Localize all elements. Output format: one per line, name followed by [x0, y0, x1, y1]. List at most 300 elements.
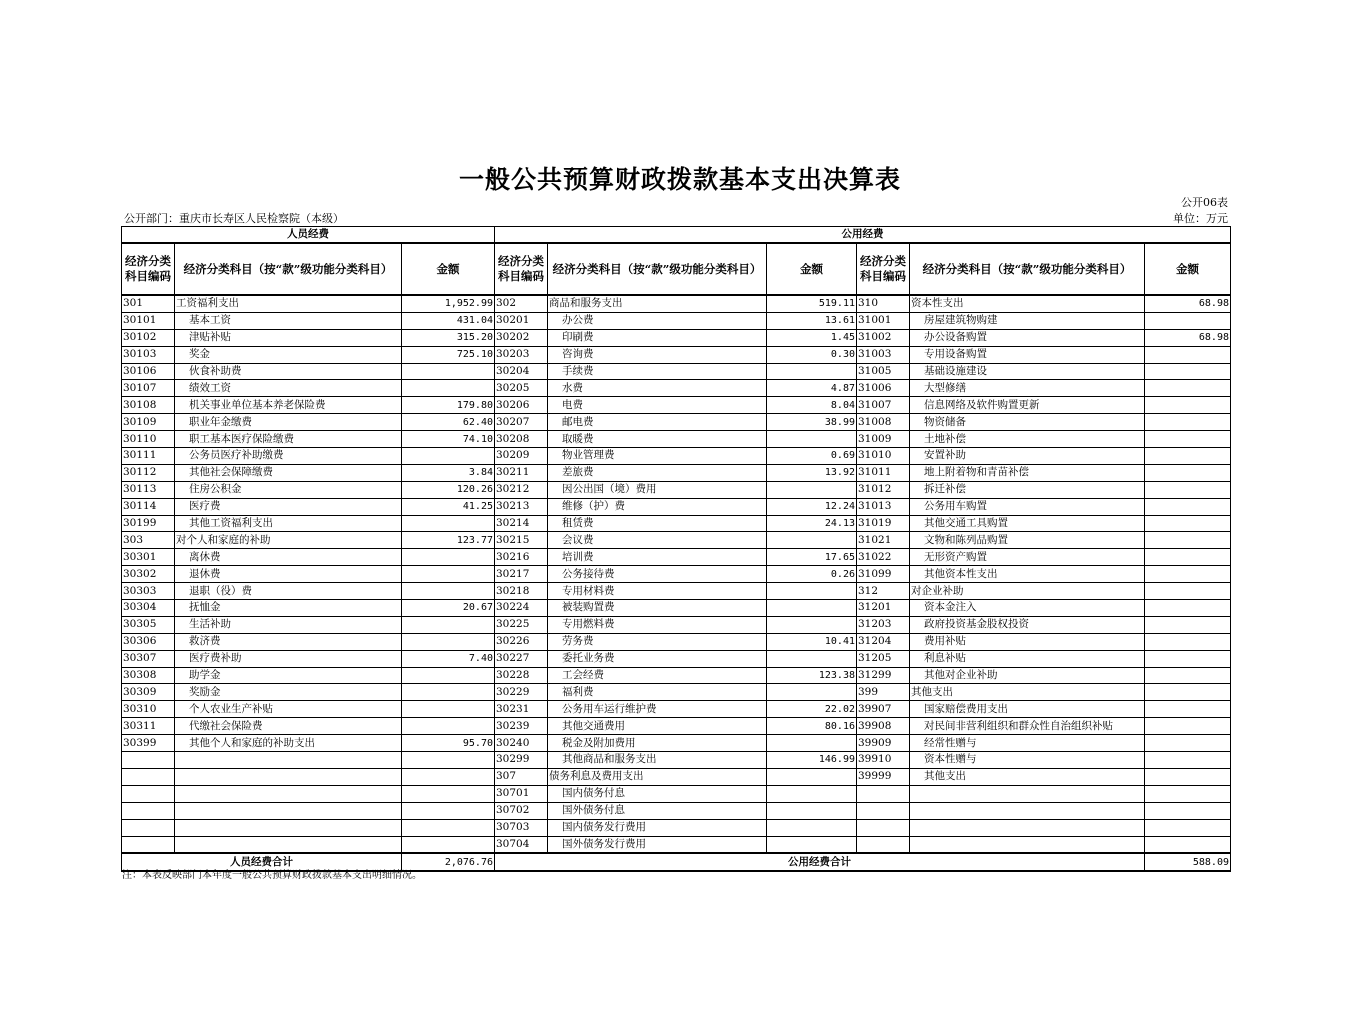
amount-cell	[402, 515, 495, 532]
code-cell: 30201	[495, 312, 548, 329]
code-cell	[122, 802, 175, 819]
code-cell: 30301	[122, 549, 175, 566]
header-amount: 金额	[767, 243, 857, 295]
amount-cell: 20.67	[402, 600, 495, 617]
code-cell: 302	[495, 295, 548, 312]
item-name-cell: 办公设备购置	[910, 329, 1145, 346]
personnel-total-amount: 2,076.76	[402, 853, 495, 871]
item-name-cell: 个人农业生产补贴	[175, 701, 402, 718]
item-name-cell: 水费	[548, 380, 767, 397]
code-cell: 39907	[857, 701, 910, 718]
amount-cell: 315.20	[402, 329, 495, 346]
code-cell: 30239	[495, 718, 548, 735]
code-cell	[857, 836, 910, 853]
code-cell: 30212	[495, 481, 548, 498]
amount-cell	[1145, 481, 1231, 498]
code-cell: 310	[857, 295, 910, 312]
code-cell: 31006	[857, 380, 910, 397]
amount-cell: 3.84	[402, 464, 495, 481]
code-cell: 31011	[857, 464, 910, 481]
item-name-cell: 会议费	[548, 532, 767, 549]
item-name-cell: 国外债务发行费用	[548, 836, 767, 853]
code-cell: 30110	[122, 431, 175, 448]
amount-cell	[1145, 667, 1231, 684]
form-number: 公开06表	[1181, 196, 1228, 209]
code-cell: 30231	[495, 701, 548, 718]
item-name-cell	[910, 785, 1145, 802]
item-name-cell: 奖励金	[175, 684, 402, 701]
amount-cell	[402, 701, 495, 718]
item-name-cell: 国内债务付息	[548, 785, 767, 802]
code-cell: 30240	[495, 735, 548, 752]
code-cell: 30113	[122, 481, 175, 498]
code-cell: 30206	[495, 397, 548, 414]
table-row	[122, 802, 1231, 819]
amount-cell	[767, 583, 857, 600]
department-label: 公开部门：重庆市长寿区人民检察院（本级）	[124, 212, 344, 225]
code-cell: 30108	[122, 397, 175, 414]
table-row	[122, 431, 1231, 448]
header-code: 经济分类科目编码	[122, 243, 175, 295]
item-name-cell	[910, 836, 1145, 853]
amount-cell: 80.16	[767, 718, 857, 735]
code-cell: 30704	[495, 836, 548, 853]
item-name-cell: 住房公积金	[175, 481, 402, 498]
item-name-cell: 其他资本性支出	[910, 566, 1145, 583]
amount-cell: 68.98	[1145, 295, 1231, 312]
item-name-cell: 税金及附加费用	[548, 735, 767, 752]
table-row	[122, 768, 1231, 785]
amount-cell	[1145, 802, 1231, 819]
code-cell: 31008	[857, 414, 910, 431]
code-cell: 30209	[495, 448, 548, 465]
table-row	[122, 600, 1231, 617]
amount-cell: 38.99	[767, 414, 857, 431]
code-cell: 30214	[495, 515, 548, 532]
item-name-cell: 助学金	[175, 667, 402, 684]
amount-cell	[402, 718, 495, 735]
item-name-cell: 房屋建筑物购建	[910, 312, 1145, 329]
item-name-cell: 经常性赠与	[910, 735, 1145, 752]
section-personnel: 人员经费	[122, 227, 495, 244]
code-cell: 30218	[495, 583, 548, 600]
code-cell: 30208	[495, 431, 548, 448]
table-row	[122, 464, 1231, 481]
amount-cell	[402, 549, 495, 566]
code-cell	[122, 785, 175, 802]
table-row	[122, 448, 1231, 465]
table-row	[122, 515, 1231, 532]
item-name-cell: 邮电费	[548, 414, 767, 431]
item-name-cell: 专用设备购置	[910, 346, 1145, 363]
code-cell: 30399	[122, 735, 175, 752]
amount-cell	[1145, 701, 1231, 718]
amount-cell: 13.92	[767, 464, 857, 481]
code-cell: 312	[857, 583, 910, 600]
code-cell: 30211	[495, 464, 548, 481]
item-name-cell: 代缴社会保险费	[175, 718, 402, 735]
item-name-cell: 手续费	[548, 363, 767, 380]
amount-cell	[1145, 650, 1231, 667]
item-name-cell: 专用材料费	[548, 583, 767, 600]
item-name-cell: 利息补贴	[910, 650, 1145, 667]
amount-cell: 0.69	[767, 448, 857, 465]
header-name: 经济分类科目（按“款”级功能分类科目）	[548, 243, 767, 295]
amount-cell: 123.38	[767, 667, 857, 684]
table-row	[122, 295, 1231, 312]
amount-cell	[1145, 819, 1231, 836]
amount-cell	[1145, 600, 1231, 617]
amount-cell	[1145, 616, 1231, 633]
item-name-cell: 其他商品和服务支出	[548, 752, 767, 769]
amount-cell	[402, 836, 495, 853]
code-cell: 31003	[857, 346, 910, 363]
code-cell: 30106	[122, 363, 175, 380]
item-name-cell: 其他支出	[910, 768, 1145, 785]
item-name-cell: 生活补助	[175, 616, 402, 633]
amount-cell	[767, 785, 857, 802]
item-name-cell: 对企业补助	[910, 583, 1145, 600]
table-row	[122, 650, 1231, 667]
item-name-cell: 公务用车购置	[910, 498, 1145, 515]
amount-cell	[767, 650, 857, 667]
code-cell: 30226	[495, 633, 548, 650]
code-cell: 39910	[857, 752, 910, 769]
code-cell: 31009	[857, 431, 910, 448]
amount-cell	[1145, 363, 1231, 380]
item-name-cell: 咨询费	[548, 346, 767, 363]
amount-cell	[767, 363, 857, 380]
table-row	[122, 346, 1231, 363]
section-header-row	[122, 227, 1231, 244]
code-cell: 30207	[495, 414, 548, 431]
item-name-cell: 其他社会保障缴费	[175, 464, 402, 481]
code-cell: 31010	[857, 448, 910, 465]
amount-cell: 74.10	[402, 431, 495, 448]
code-cell: 30703	[495, 819, 548, 836]
table-row	[122, 532, 1231, 549]
code-cell: 30215	[495, 532, 548, 549]
amount-cell	[767, 684, 857, 701]
header-code: 经济分类科目编码	[857, 243, 910, 295]
amount-cell	[1145, 836, 1231, 853]
personnel-total-label: 人员经费合计	[122, 853, 402, 871]
amount-cell	[402, 566, 495, 583]
item-name-cell: 医疗费补助	[175, 650, 402, 667]
table-row	[122, 414, 1231, 431]
amount-cell	[1145, 515, 1231, 532]
code-cell: 30101	[122, 312, 175, 329]
item-name-cell: 专用燃料费	[548, 616, 767, 633]
code-cell: 30213	[495, 498, 548, 515]
code-cell: 39908	[857, 718, 910, 735]
item-name-cell: 职业年金缴费	[175, 414, 402, 431]
amount-cell	[1145, 380, 1231, 397]
code-cell: 399	[857, 684, 910, 701]
amount-cell	[1145, 346, 1231, 363]
amount-cell	[767, 616, 857, 633]
item-name-cell: 大型修缮	[910, 380, 1145, 397]
item-name-cell: 救济费	[175, 633, 402, 650]
amount-cell: 62.40	[402, 414, 495, 431]
amount-cell	[1145, 566, 1231, 583]
item-name-cell: 机关事业单位基本养老保险费	[175, 397, 402, 414]
amount-cell: 725.10	[402, 346, 495, 363]
code-cell: 31012	[857, 481, 910, 498]
amount-cell: 13.61	[767, 312, 857, 329]
code-cell: 30302	[122, 566, 175, 583]
item-name-cell: 资本性赠与	[910, 752, 1145, 769]
amount-cell	[402, 380, 495, 397]
amount-cell	[1145, 735, 1231, 752]
amount-cell	[1145, 431, 1231, 448]
code-cell: 31005	[857, 363, 910, 380]
item-name-cell: 其他个人和家庭的补助支出	[175, 735, 402, 752]
item-name-cell	[910, 819, 1145, 836]
item-name-cell: 其他对企业补助	[910, 667, 1145, 684]
table-row	[122, 752, 1231, 769]
amount-cell: 0.26	[767, 566, 857, 583]
item-name-cell: 其他交通费用	[548, 718, 767, 735]
table-row	[122, 836, 1231, 853]
amount-cell: 120.26	[402, 481, 495, 498]
amount-cell	[767, 481, 857, 498]
table-row	[122, 566, 1231, 583]
amount-cell: 519.11	[767, 295, 857, 312]
amount-cell	[1145, 312, 1231, 329]
amount-cell	[1145, 785, 1231, 802]
item-name-cell: 绩效工资	[175, 380, 402, 397]
table-row	[122, 701, 1231, 718]
item-name-cell: 地上附着物和青苗补偿	[910, 464, 1145, 481]
code-cell: 30303	[122, 583, 175, 600]
expenditure-table	[121, 226, 1231, 872]
amount-cell: 431.04	[402, 312, 495, 329]
code-cell	[122, 768, 175, 785]
item-name-cell	[175, 802, 402, 819]
table-row	[122, 329, 1231, 346]
item-name-cell: 劳务费	[548, 633, 767, 650]
item-name-cell: 政府投资基金股权投资	[910, 616, 1145, 633]
item-name-cell	[175, 768, 402, 785]
public-total-label: 公用经费合计	[495, 853, 1145, 871]
code-cell: 30216	[495, 549, 548, 566]
code-cell: 30114	[122, 498, 175, 515]
item-name-cell: 信息网络及软件购置更新	[910, 397, 1145, 414]
code-cell: 30299	[495, 752, 548, 769]
code-cell: 31204	[857, 633, 910, 650]
item-name-cell: 伙食补助费	[175, 363, 402, 380]
item-name-cell: 商品和服务支出	[548, 295, 767, 312]
item-name-cell: 对民间非营利组织和群众性自治组织补贴	[910, 718, 1145, 735]
amount-cell: 12.24	[767, 498, 857, 515]
item-name-cell: 文物和陈列品购置	[910, 532, 1145, 549]
code-cell	[122, 836, 175, 853]
item-name-cell: 办公费	[548, 312, 767, 329]
item-name-cell: 债务利息及费用支出	[548, 768, 767, 785]
code-cell: 31099	[857, 566, 910, 583]
table-row	[122, 380, 1231, 397]
table-row	[122, 667, 1231, 684]
unit-label: 单位：万元	[1173, 212, 1228, 225]
item-name-cell: 电费	[548, 397, 767, 414]
item-name-cell: 奖金	[175, 346, 402, 363]
item-name-cell: 津贴补贴	[175, 329, 402, 346]
code-cell: 31019	[857, 515, 910, 532]
item-name-cell: 基础设施建设	[910, 363, 1145, 380]
code-cell: 30304	[122, 600, 175, 617]
item-name-cell: 被装购置费	[548, 600, 767, 617]
header-code: 经济分类科目编码	[495, 243, 548, 295]
amount-cell	[402, 633, 495, 650]
table-row	[122, 684, 1231, 701]
code-cell	[122, 752, 175, 769]
amount-cell	[767, 836, 857, 853]
item-name-cell: 工会经费	[548, 667, 767, 684]
item-name-cell	[910, 802, 1145, 819]
header-name: 经济分类科目（按“款”级功能分类科目）	[910, 243, 1145, 295]
table-row	[122, 498, 1231, 515]
code-cell: 30702	[495, 802, 548, 819]
item-name-cell: 公务用车运行维护费	[548, 701, 767, 718]
code-cell: 30112	[122, 464, 175, 481]
item-name-cell: 印刷费	[548, 329, 767, 346]
code-cell: 30203	[495, 346, 548, 363]
amount-cell	[1145, 532, 1231, 549]
item-name-cell: 退职（役）费	[175, 583, 402, 600]
code-cell: 30111	[122, 448, 175, 465]
code-cell	[122, 819, 175, 836]
code-cell: 30224	[495, 600, 548, 617]
code-cell: 31203	[857, 616, 910, 633]
amount-cell	[767, 600, 857, 617]
amount-cell	[402, 583, 495, 600]
code-cell: 31007	[857, 397, 910, 414]
code-cell: 31002	[857, 329, 910, 346]
amount-cell	[767, 819, 857, 836]
code-cell: 30204	[495, 363, 548, 380]
item-name-cell: 因公出国（境）费用	[548, 481, 767, 498]
code-cell: 31299	[857, 667, 910, 684]
code-cell: 31013	[857, 498, 910, 515]
header-name: 经济分类科目（按“款”级功能分类科目）	[175, 243, 402, 295]
public-total-amount: 588.09	[1145, 853, 1231, 871]
item-name-cell: 培训费	[548, 549, 767, 566]
code-cell: 30109	[122, 414, 175, 431]
amount-cell: 17.65	[767, 549, 857, 566]
item-name-cell: 医疗费	[175, 498, 402, 515]
code-cell: 30217	[495, 566, 548, 583]
amount-cell	[402, 448, 495, 465]
footnote: 注：本表反映部门本年度一般公共预算财政拨款基本支出明细情况。	[122, 870, 422, 881]
amount-cell: 8.04	[767, 397, 857, 414]
item-name-cell: 安置补助	[910, 448, 1145, 465]
amount-cell: 0.30	[767, 346, 857, 363]
section-public: 公用经费	[495, 227, 1231, 244]
amount-cell: 41.25	[402, 498, 495, 515]
amount-cell	[1145, 448, 1231, 465]
code-cell: 30305	[122, 616, 175, 633]
item-name-cell: 差旅费	[548, 464, 767, 481]
item-name-cell: 退休费	[175, 566, 402, 583]
item-name-cell: 公务接待费	[548, 566, 767, 583]
amount-cell: 179.80	[402, 397, 495, 414]
table-row	[122, 312, 1231, 329]
amount-cell: 146.99	[767, 752, 857, 769]
item-name-cell: 维修（护）费	[548, 498, 767, 515]
code-cell: 31021	[857, 532, 910, 549]
item-name-cell: 委托业务费	[548, 650, 767, 667]
table-row	[122, 819, 1231, 836]
item-name-cell: 对个人和家庭的补助	[175, 532, 402, 549]
item-name-cell: 取暖费	[548, 431, 767, 448]
table-row	[122, 633, 1231, 650]
item-name-cell: 福利费	[548, 684, 767, 701]
code-cell: 30309	[122, 684, 175, 701]
item-name-cell: 国内债务发行费用	[548, 819, 767, 836]
amount-cell	[402, 363, 495, 380]
table-row	[122, 397, 1231, 414]
amount-cell	[767, 735, 857, 752]
amount-cell	[1145, 752, 1231, 769]
item-name-cell: 无形资产购置	[910, 549, 1145, 566]
item-name-cell: 公务员医疗补助缴费	[175, 448, 402, 465]
code-cell: 31001	[857, 312, 910, 329]
table-row	[122, 549, 1231, 566]
item-name-cell	[175, 752, 402, 769]
amount-cell	[1145, 549, 1231, 566]
code-cell: 30701	[495, 785, 548, 802]
item-name-cell: 基本工资	[175, 312, 402, 329]
table-row	[122, 718, 1231, 735]
item-name-cell: 离休费	[175, 549, 402, 566]
amount-cell	[767, 802, 857, 819]
code-cell	[857, 802, 910, 819]
code-cell: 30103	[122, 346, 175, 363]
item-name-cell: 抚恤金	[175, 600, 402, 617]
header-amount: 金额	[402, 243, 495, 295]
code-cell: 39909	[857, 735, 910, 752]
code-cell: 303	[122, 532, 175, 549]
item-name-cell: 国家赔偿费用支出	[910, 701, 1145, 718]
amount-cell	[1145, 684, 1231, 701]
code-cell: 39999	[857, 768, 910, 785]
item-name-cell: 物业管理费	[548, 448, 767, 465]
code-cell: 307	[495, 768, 548, 785]
code-cell: 30229	[495, 684, 548, 701]
code-cell: 30202	[495, 329, 548, 346]
item-name-cell: 国外债务付息	[548, 802, 767, 819]
item-name-cell: 费用补贴	[910, 633, 1145, 650]
code-cell: 30107	[122, 380, 175, 397]
code-cell: 30306	[122, 633, 175, 650]
code-cell: 31022	[857, 549, 910, 566]
code-cell: 30102	[122, 329, 175, 346]
code-cell: 30205	[495, 380, 548, 397]
amount-cell	[402, 768, 495, 785]
code-cell: 301	[122, 295, 175, 312]
code-cell: 30311	[122, 718, 175, 735]
amount-cell: 10.41	[767, 633, 857, 650]
table-row	[122, 363, 1231, 380]
amount-cell	[402, 616, 495, 633]
item-name-cell: 其他支出	[910, 684, 1145, 701]
amount-cell	[402, 752, 495, 769]
item-name-cell: 其他交通工具购置	[910, 515, 1145, 532]
amount-cell: 4.87	[767, 380, 857, 397]
amount-cell: 24.13	[767, 515, 857, 532]
amount-cell: 22.02	[767, 701, 857, 718]
